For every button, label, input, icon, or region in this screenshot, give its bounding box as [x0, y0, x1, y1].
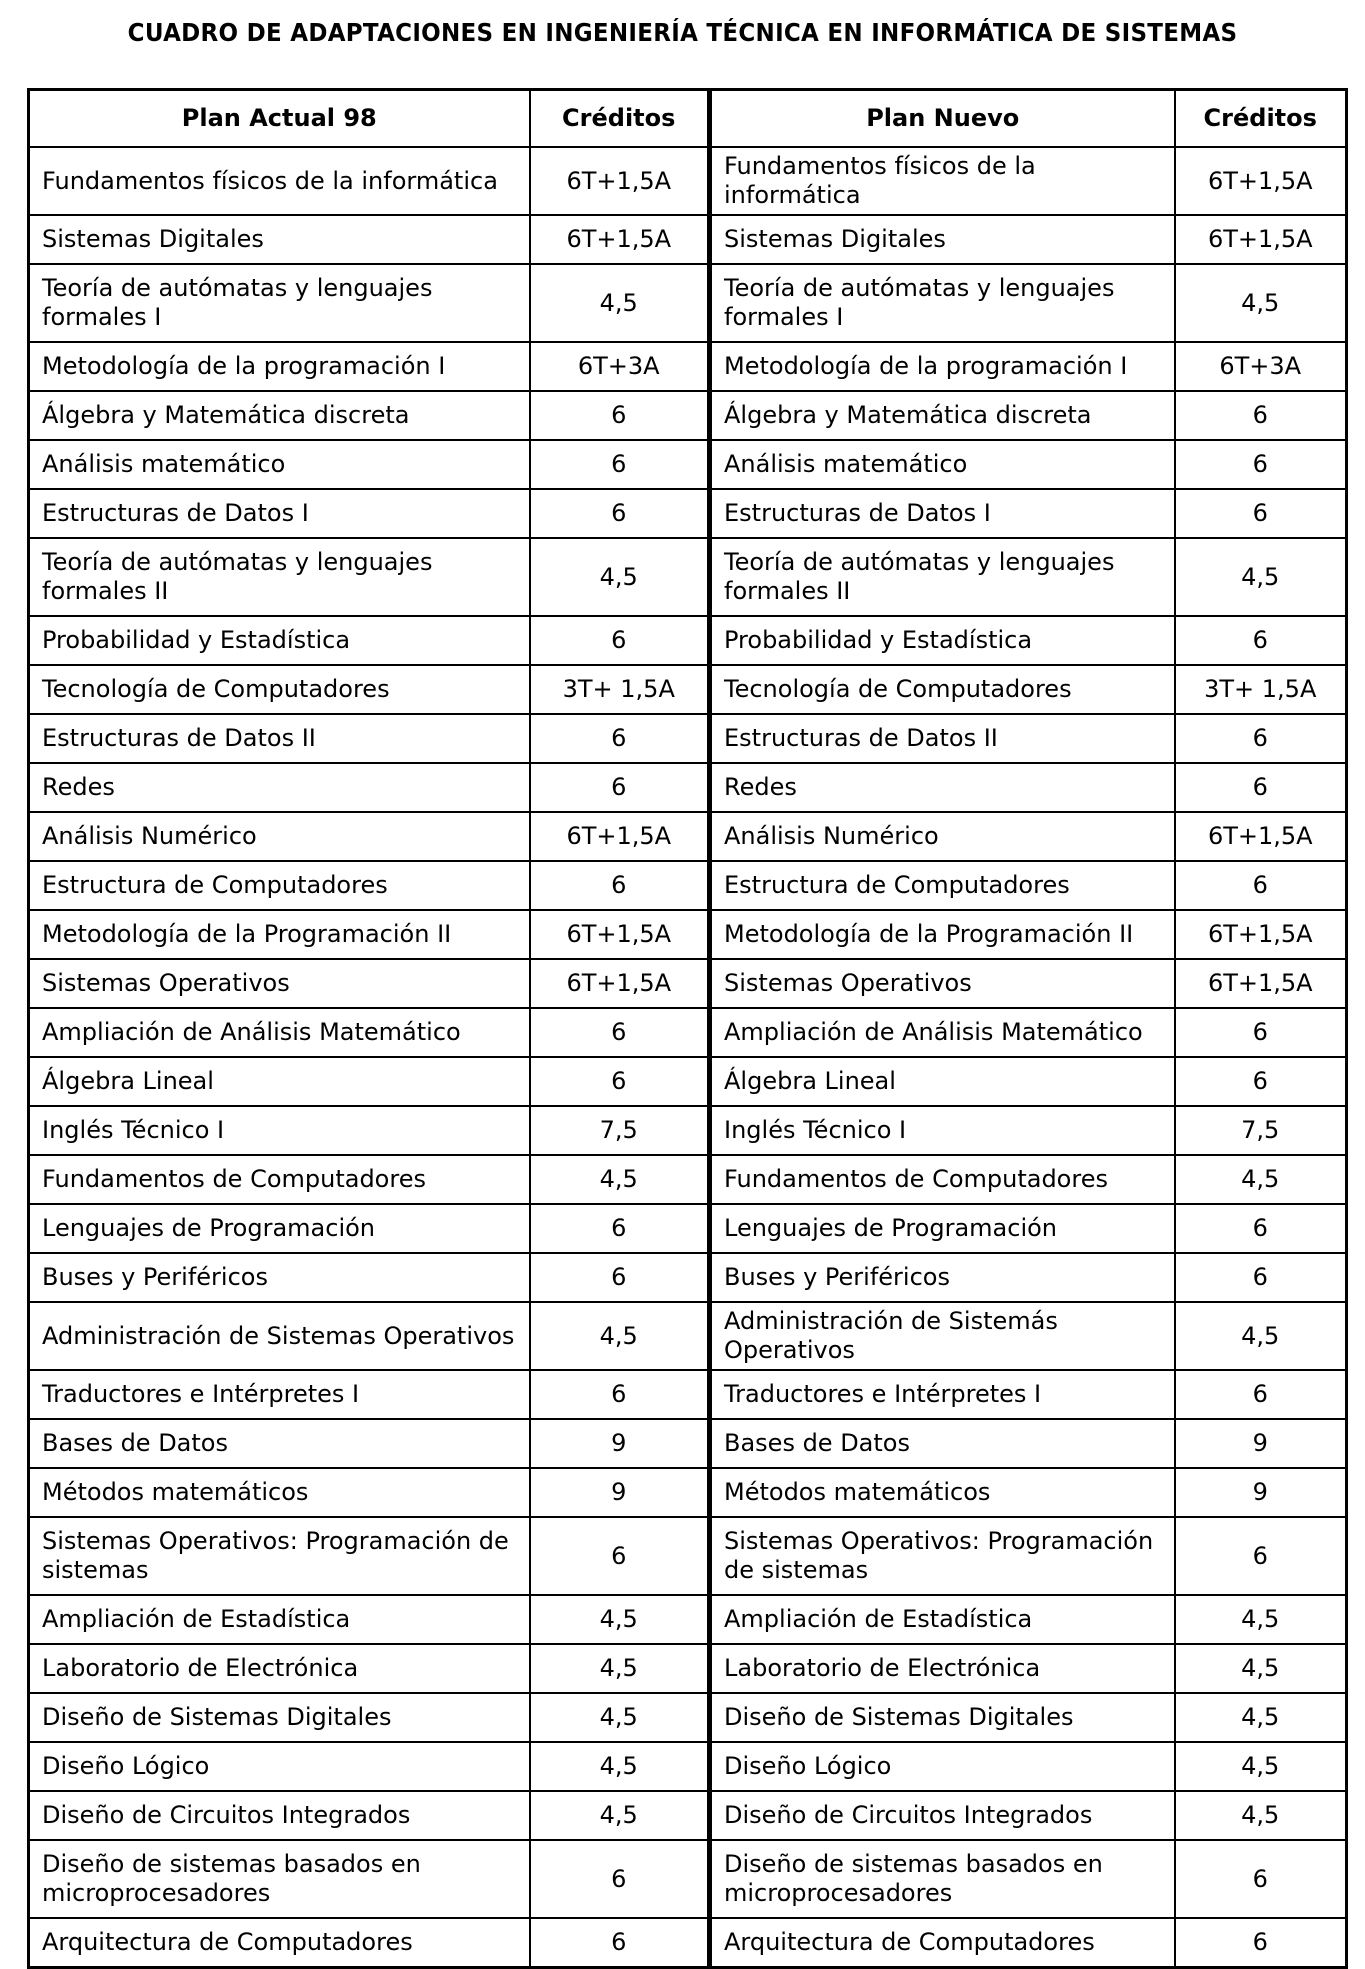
plan-actual-cell: Bases de Datos	[29, 1419, 530, 1468]
plan-actual-cell: Diseño de Sistemas Digitales	[29, 1693, 530, 1742]
page-title: CUADRO DE ADAPTACIONES EN INGENIERÍA TÉCNICA EN INFORMÁTICA DE SISTEMAS	[127, 18, 1238, 47]
creditos-actual-cell: 6	[530, 616, 710, 665]
plan-nuevo-cell: Inglés Técnico I	[710, 1106, 1175, 1155]
table-row	[29, 440, 1347, 489]
creditos-nuevo-cell: 4,5	[1175, 1644, 1347, 1693]
creditos-nuevo-cell: 6T+3A	[1175, 342, 1347, 391]
table-row	[29, 1419, 1347, 1468]
creditos-nuevo-cell: 4,5	[1175, 1693, 1347, 1742]
creditos-actual-cell: 6T+1,5A	[530, 910, 710, 959]
table-row	[29, 342, 1347, 391]
creditos-actual-cell: 6T+1,5A	[530, 812, 710, 861]
table-row	[29, 616, 1347, 665]
table-row	[29, 714, 1347, 763]
creditos-actual-cell: 6	[530, 1517, 710, 1595]
plan-nuevo-cell: Estructura de Computadores	[710, 861, 1175, 910]
creditos-nuevo-cell: 6	[1175, 1370, 1347, 1419]
creditos-actual-cell: 6	[530, 1370, 710, 1419]
creditos-actual-cell: 6	[530, 1840, 710, 1918]
plan-nuevo-cell: Álgebra Lineal	[710, 1057, 1175, 1106]
table-row	[29, 1057, 1347, 1106]
plan-nuevo-cell: Laboratorio de Electrónica	[710, 1644, 1175, 1693]
table-row	[29, 1840, 1347, 1918]
plan-actual-cell: Diseño de sistemas basados en microprocesadores	[29, 1840, 530, 1918]
creditos-actual-cell: 4,5	[530, 1644, 710, 1693]
creditos-nuevo-cell: 6	[1175, 440, 1347, 489]
creditos-actual-cell: 4,5	[530, 538, 710, 616]
plan-actual-cell: Probabilidad y Estadística	[29, 616, 530, 665]
creditos-nuevo-cell: 6	[1175, 861, 1347, 910]
creditos-actual-cell: 6	[530, 714, 710, 763]
plan-actual-cell: Lenguajes de Programación	[29, 1204, 530, 1253]
creditos-actual-cell: 9	[530, 1468, 710, 1517]
creditos-actual-cell: 6T+1,5A	[530, 147, 710, 215]
creditos-nuevo-cell: 6T+1,5A	[1175, 215, 1347, 264]
plan-nuevo-cell: Álgebra y Matemática discreta	[710, 391, 1175, 440]
creditos-nuevo-cell: 6	[1175, 489, 1347, 538]
creditos-nuevo-cell: 6	[1175, 1057, 1347, 1106]
creditos-nuevo-cell: 6	[1175, 391, 1347, 440]
creditos-nuevo-cell: 3T+ 1,5A	[1175, 665, 1347, 714]
table-row	[29, 910, 1347, 959]
creditos-actual-cell: 6	[530, 1057, 710, 1106]
plan-actual-cell: Traductores e Intérpretes I	[29, 1370, 530, 1419]
adaptation-table	[27, 88, 1348, 1969]
table-row	[29, 763, 1347, 812]
creditos-nuevo-cell: 6T+1,5A	[1175, 147, 1347, 215]
creditos-actual-cell: 6	[530, 1008, 710, 1057]
plan-nuevo-cell: Diseño de sistemas basados en microprocesadores	[710, 1840, 1175, 1918]
creditos-actual-cell: 4,5	[530, 1302, 710, 1370]
plan-actual-cell: Arquitectura de Computadores	[29, 1918, 530, 1968]
plan-actual-cell: Métodos matemáticos	[29, 1468, 530, 1517]
table-row	[29, 1791, 1347, 1840]
creditos-nuevo-cell: 4,5	[1175, 1742, 1347, 1791]
creditos-nuevo-cell: 4,5	[1175, 264, 1347, 342]
table-row	[29, 1595, 1347, 1644]
plan-nuevo-cell: Análisis matemático	[710, 440, 1175, 489]
table-row	[29, 264, 1347, 342]
plan-actual-cell: Metodología de la Programación II	[29, 910, 530, 959]
creditos-nuevo-cell: 4,5	[1175, 1155, 1347, 1204]
plan-actual-cell: Estructuras de Datos II	[29, 714, 530, 763]
table-row	[29, 391, 1347, 440]
creditos-actual-cell: 6T+1,5A	[530, 959, 710, 1008]
table-row	[29, 538, 1347, 616]
table-row	[29, 959, 1347, 1008]
creditos-actual-cell: 4,5	[530, 1791, 710, 1840]
creditos-nuevo-cell: 7,5	[1175, 1106, 1347, 1155]
plan-actual-cell: Análisis Numérico	[29, 812, 530, 861]
table-row	[29, 1204, 1347, 1253]
creditos-actual-cell: 6	[530, 391, 710, 440]
plan-actual-cell: Diseño de Circuitos Integrados	[29, 1791, 530, 1840]
plan-nuevo-cell: Redes	[710, 763, 1175, 812]
plan-nuevo-cell: Sistemas Operativos	[710, 959, 1175, 1008]
plan-nuevo-cell: Ampliación de Estadística	[710, 1595, 1175, 1644]
plan-nuevo-cell: Diseño Lógico	[710, 1742, 1175, 1791]
creditos-actual-cell: 6T+1,5A	[530, 215, 710, 264]
plan-actual-cell: Sistemas Operativos: Programación de sistemas	[29, 1517, 530, 1595]
creditos-actual-cell: 6	[530, 763, 710, 812]
plan-actual-cell: Fundamentos físicos de la informática	[29, 147, 530, 215]
table-row	[29, 861, 1347, 910]
creditos-actual-cell: 4,5	[530, 1595, 710, 1644]
plan-actual-cell: Administración de Sistemas Operativos	[29, 1302, 530, 1370]
table-row	[29, 1517, 1347, 1595]
table-row	[29, 489, 1347, 538]
plan-actual-cell: Redes	[29, 763, 530, 812]
table-row	[29, 1106, 1347, 1155]
creditos-actual-cell: 3T+ 1,5A	[530, 665, 710, 714]
creditos-nuevo-cell: 6	[1175, 1008, 1347, 1057]
creditos-nuevo-cell: 4,5	[1175, 1791, 1347, 1840]
header-plan-actual: Plan Actual 98	[29, 90, 530, 148]
creditos-nuevo-cell: 6T+1,5A	[1175, 959, 1347, 1008]
creditos-nuevo-cell: 6	[1175, 1918, 1347, 1968]
creditos-actual-cell: 6	[530, 440, 710, 489]
table-row	[29, 1644, 1347, 1693]
plan-nuevo-cell: Sistemas Digitales	[710, 215, 1175, 264]
plan-actual-cell: Estructura de Computadores	[29, 861, 530, 910]
plan-nuevo-cell: Teoría de autómatas y lenguajes formales II	[710, 538, 1175, 616]
plan-actual-cell: Teoría de autómatas y lenguajes formales II	[29, 538, 530, 616]
table-row	[29, 1468, 1347, 1517]
creditos-actual-cell: 6	[530, 489, 710, 538]
table-row	[29, 1008, 1347, 1057]
plan-actual-cell: Fundamentos de Computadores	[29, 1155, 530, 1204]
plan-actual-cell: Buses y Periféricos	[29, 1253, 530, 1302]
creditos-actual-cell: 6	[530, 1918, 710, 1968]
table-row	[29, 665, 1347, 714]
plan-actual-cell: Álgebra y Matemática discreta	[29, 391, 530, 440]
plan-nuevo-cell: Traductores e Intérpretes I	[710, 1370, 1175, 1419]
creditos-actual-cell: 6	[530, 1253, 710, 1302]
table-row	[29, 1253, 1347, 1302]
creditos-actual-cell: 9	[530, 1419, 710, 1468]
plan-nuevo-cell: Fundamentos de Computadores	[710, 1155, 1175, 1204]
plan-actual-cell: Sistemas Digitales	[29, 215, 530, 264]
plan-actual-cell: Teoría de autómatas y lenguajes formales I	[29, 264, 530, 342]
creditos-actual-cell: 6	[530, 861, 710, 910]
plan-nuevo-cell: Metodología de la Programación II	[710, 910, 1175, 959]
plan-nuevo-cell: Teoría de autómatas y lenguajes formales I	[710, 264, 1175, 342]
creditos-nuevo-cell: 6	[1175, 616, 1347, 665]
table-row	[29, 1918, 1347, 1968]
plan-nuevo-cell: Buses y Periféricos	[710, 1253, 1175, 1302]
creditos-nuevo-cell: 6	[1175, 1517, 1347, 1595]
creditos-nuevo-cell: 6	[1175, 1253, 1347, 1302]
creditos-nuevo-cell: 6	[1175, 1840, 1347, 1918]
table-row	[29, 215, 1347, 264]
plan-actual-cell: Sistemas Operativos	[29, 959, 530, 1008]
creditos-nuevo-cell: 6	[1175, 1204, 1347, 1253]
table-row	[29, 147, 1347, 215]
plan-nuevo-cell: Estructuras de Datos I	[710, 489, 1175, 538]
plan-actual-cell: Tecnología de Computadores	[29, 665, 530, 714]
plan-actual-cell: Laboratorio de Electrónica	[29, 1644, 530, 1693]
header-plan-nuevo: Plan Nuevo	[710, 90, 1175, 148]
creditos-actual-cell: 4,5	[530, 1155, 710, 1204]
plan-actual-cell: Ampliación de Estadística	[29, 1595, 530, 1644]
table-row	[29, 1370, 1347, 1419]
plan-nuevo-cell: Probabilidad y Estadística	[710, 616, 1175, 665]
table-row	[29, 1155, 1347, 1204]
creditos-nuevo-cell: 9	[1175, 1468, 1347, 1517]
creditos-nuevo-cell: 4,5	[1175, 538, 1347, 616]
plan-nuevo-cell: Ampliación de Análisis Matemático	[710, 1008, 1175, 1057]
creditos-nuevo-cell: 4,5	[1175, 1302, 1347, 1370]
plan-actual-cell: Ampliación de Análisis Matemático	[29, 1008, 530, 1057]
creditos-actual-cell: 6T+3A	[530, 342, 710, 391]
creditos-actual-cell: 4,5	[530, 1693, 710, 1742]
plan-nuevo-cell: Diseño de Circuitos Integrados	[710, 1791, 1175, 1840]
plan-nuevo-cell: Fundamentos físicos de la informática	[710, 147, 1175, 215]
plan-nuevo-cell: Bases de Datos	[710, 1419, 1175, 1468]
plan-actual-cell: Álgebra Lineal	[29, 1057, 530, 1106]
table-row	[29, 1302, 1347, 1370]
creditos-nuevo-cell: 6	[1175, 714, 1347, 763]
plan-nuevo-cell: Estructuras de Datos II	[710, 714, 1175, 763]
plan-actual-cell: Análisis matemático	[29, 440, 530, 489]
creditos-nuevo-cell: 6	[1175, 763, 1347, 812]
creditos-actual-cell: 4,5	[530, 1742, 710, 1791]
plan-nuevo-cell: Sistemas Operativos: Programación de sistemas	[710, 1517, 1175, 1595]
plan-actual-cell: Estructuras de Datos I	[29, 489, 530, 538]
plan-actual-cell: Inglés Técnico I	[29, 1106, 530, 1155]
table-row	[29, 1742, 1347, 1791]
plan-nuevo-cell: Administración de Sistemás Operativos	[710, 1302, 1175, 1370]
header-creditos-actual: Créditos	[530, 90, 710, 148]
creditos-actual-cell: 7,5	[530, 1106, 710, 1155]
table-row	[29, 1693, 1347, 1742]
table-header-row	[29, 90, 1347, 148]
creditos-nuevo-cell: 4,5	[1175, 1595, 1347, 1644]
header-creditos-nuevo: Créditos	[1175, 90, 1347, 148]
table-row	[29, 812, 1347, 861]
plan-nuevo-cell: Diseño de Sistemas Digitales	[710, 1693, 1175, 1742]
plan-nuevo-cell: Métodos matemáticos	[710, 1468, 1175, 1517]
creditos-actual-cell: 4,5	[530, 264, 710, 342]
creditos-nuevo-cell: 6T+1,5A	[1175, 812, 1347, 861]
plan-nuevo-cell: Lenguajes de Programación	[710, 1204, 1175, 1253]
plan-nuevo-cell: Arquitectura de Computadores	[710, 1918, 1175, 1968]
creditos-nuevo-cell: 6T+1,5A	[1175, 910, 1347, 959]
plan-actual-cell: Metodología de la programación I	[29, 342, 530, 391]
creditos-nuevo-cell: 9	[1175, 1419, 1347, 1468]
creditos-actual-cell: 6	[530, 1204, 710, 1253]
plan-actual-cell: Diseño Lógico	[29, 1742, 530, 1791]
plan-nuevo-cell: Metodología de la programación I	[710, 342, 1175, 391]
plan-nuevo-cell: Tecnología de Computadores	[710, 665, 1175, 714]
plan-nuevo-cell: Análisis Numérico	[710, 812, 1175, 861]
